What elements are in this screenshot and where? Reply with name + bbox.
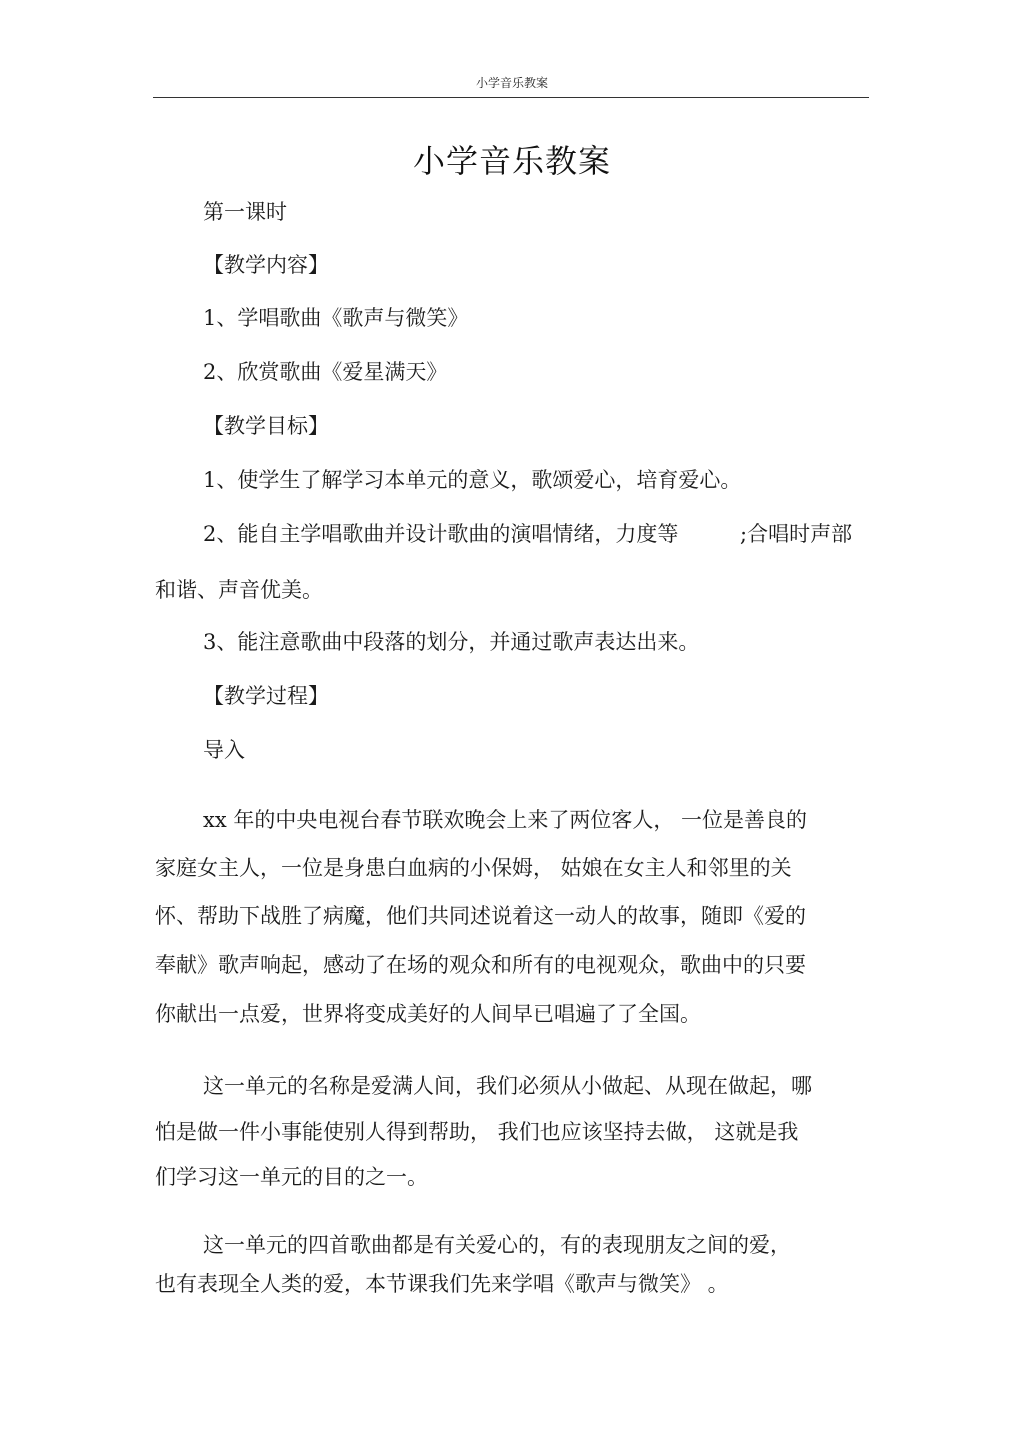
intro-label: 导入	[203, 738, 245, 762]
paragraph-line: 这一单元的名称是爱满人间，我们必须从小做起、从现在做起，哪	[203, 1074, 812, 1098]
paragraph-line: 怕是做一件小事能使别人得到帮助， 我们也应该坚持去做， 这就是我	[155, 1120, 799, 1144]
paragraph-line: 怀、帮助下战胜了病魔，他们共同述说着这一动人的故事，随即《爱的	[155, 904, 806, 928]
paragraph-line: 奉献》歌声响起，感动了在场的观众和所有的电视观众，歌曲中的只要	[155, 953, 806, 977]
goal-item: 1、使学生了解学习本单元的意义，歌颂爱心，培育爱心。	[203, 468, 742, 492]
running-header: 小学音乐教案	[475, 76, 548, 90]
content-item: 1、学唱歌曲《歌声与微笑》	[203, 306, 469, 330]
header-divider	[153, 97, 869, 98]
document-title: 小学音乐教案	[412, 142, 611, 180]
goal-item: 3、能注意歌曲中段落的划分，并通过歌声表达出来。	[203, 630, 700, 654]
content-heading: 【教学内容】	[203, 253, 329, 277]
process-heading: 【教学过程】	[203, 684, 329, 708]
goal-item-continued: 和谐、声音优美。	[155, 578, 323, 602]
paragraph-line: 也有表现全人类的爱，本节课我们先来学唱《歌声与微笑》 。	[155, 1272, 729, 1296]
paragraph-line: 你献出一点爱，世界将变成美好的人间早已唱遍了了全国。	[155, 1002, 701, 1026]
goal-item-tail: ;合唱时声部	[740, 522, 853, 546]
content-item: 2、欣赏歌曲《爱星满天》	[203, 360, 448, 384]
paragraph-line: 这一单元的四首歌曲都是有关爱心的，有的表现朋友之间的爱，	[203, 1233, 791, 1257]
goals-heading: 【教学目标】	[203, 414, 329, 438]
lesson-label: 第一课时	[203, 200, 287, 224]
paragraph-line: 们学习这一单元的目的之一。	[155, 1165, 428, 1189]
goal-item: 2、能自主学唱歌曲并设计歌曲的演唱情绪，力度等	[203, 522, 679, 546]
paragraph-line: xx 年的中央电视台春节联欢晚会上来了两位客人， 一位是善良的	[203, 808, 808, 832]
paragraph-line: 家庭女主人，一位是身患白血病的小保姆， 姑娘在女主人和邻里的关	[155, 856, 792, 880]
